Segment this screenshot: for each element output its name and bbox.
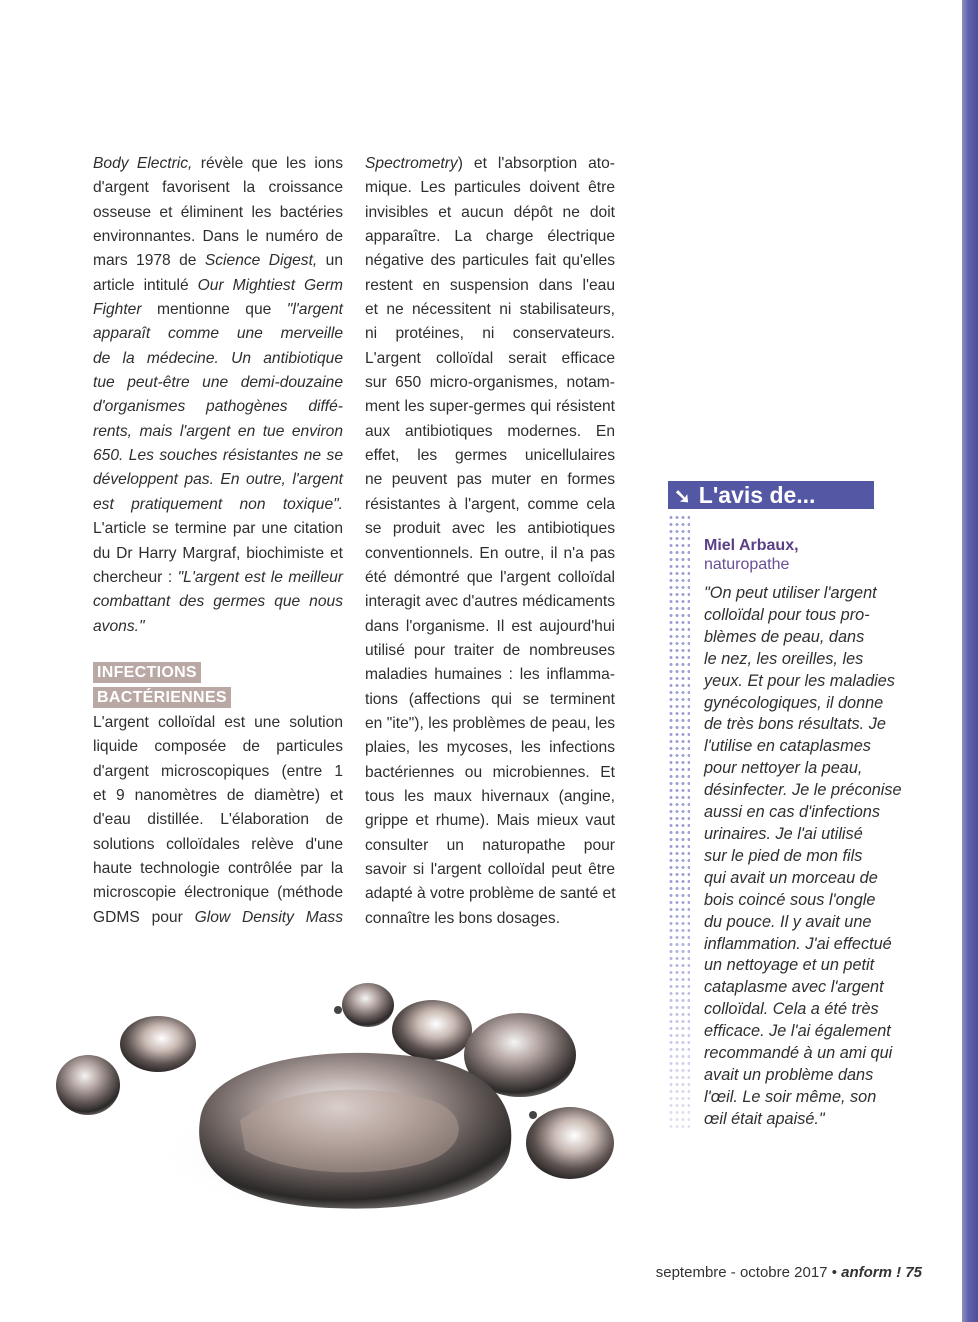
text-line (93, 881, 343, 905)
quote-line: le nez, les oreilles, les (704, 649, 864, 668)
text-line (365, 809, 615, 833)
text-segment: conventionnels. En outre, il n'a pas (365, 544, 615, 562)
text-segment: sur 650 micro-organismes, notam- (365, 374, 615, 392)
text-line (365, 639, 615, 663)
text-segment: interagit avec d'autres médicaments (365, 593, 615, 611)
column-1-text-bottom (93, 711, 343, 930)
text-line (93, 371, 343, 395)
text-line (93, 347, 343, 371)
text-line (365, 785, 615, 809)
text-line (93, 176, 343, 200)
text-segment: plaies, les mycoses, les infections (365, 739, 615, 757)
text-segment: rents, mais l'argent en tue environ (93, 422, 343, 440)
text-segment: est pratiquement non toxique". (93, 495, 343, 513)
text-line (365, 542, 615, 566)
sidebar-title: L'avis de... (698, 482, 816, 508)
sidebar-title-bar (668, 481, 874, 509)
droplet (526, 1107, 614, 1179)
text-line (93, 857, 343, 881)
text-segment: combattant des germes que nous (93, 593, 343, 611)
text-line (365, 225, 615, 249)
text-segment: L'argent colloïdal est une solution (93, 713, 343, 731)
text-segment: adapté à votre problème de santé et (365, 885, 616, 903)
text-line (93, 493, 343, 517)
text-line (365, 761, 615, 785)
sidebar-author (704, 536, 799, 574)
text-line (93, 274, 343, 298)
text-segment: apparaître. La charge électrique (365, 228, 615, 246)
text-line (365, 517, 615, 541)
text-segment: du Dr Harry Margraf, biochimiste et (93, 544, 343, 562)
text-segment: liquide composée de particules (93, 738, 343, 756)
text-line (93, 225, 343, 249)
text-line (365, 347, 615, 371)
author-role: naturopathe (704, 556, 790, 573)
text-line (365, 152, 615, 176)
text-line (93, 566, 343, 590)
text-line (365, 176, 615, 200)
quote-line: qui avait un morceau de (704, 868, 878, 887)
text-line (365, 590, 615, 614)
text-segment: ment les super-germes qui résistent (365, 398, 615, 416)
quote-line: avait un problème dans (704, 1065, 874, 1084)
text-segment: ) et l'absorption ato- (457, 155, 615, 172)
text-segment: un (317, 252, 343, 270)
column-2-text (365, 152, 615, 931)
quote-line: sur le pied de mon fils (704, 846, 863, 865)
text-segment: révèle que les ions (192, 155, 343, 172)
quote-line: efficace. Je l'ai également (704, 1022, 891, 1041)
text-line (365, 834, 615, 858)
text-segment: avons." (93, 617, 145, 635)
text-line (365, 371, 615, 395)
text-line (93, 590, 343, 614)
section-heading (93, 661, 343, 711)
text-segment: utilisé pour traiter de nombreuses (365, 641, 615, 659)
text-segment: été démontré que l'argent colloïdal (365, 568, 615, 586)
text-segment: de la médecine. Un antibiotique (93, 349, 343, 367)
text-segment: Glow Density Mass (194, 908, 343, 926)
quote-line: "On peut utiliser l'argent (704, 584, 877, 602)
text-segment: restent en suspension dans l'eau (365, 276, 615, 294)
author-name: Miel Arbaux, (704, 537, 799, 554)
text-segment: bactériennes ou microbiennes. Et (365, 763, 615, 781)
text-segment: négative des particules fait qu'elles (365, 252, 615, 270)
dotted-decoration (668, 514, 690, 1128)
text-segment: Our Mightiest Germ (197, 276, 344, 294)
text-segment: ne peuvent pas muter en formes (365, 471, 615, 489)
text-segment: tions (affections qui se terminent (365, 690, 615, 708)
sidebar-quote (704, 583, 934, 1131)
text-segment: environnantes. Dans le numéro de (93, 228, 343, 246)
text-segment: maladies humaines : les inflamma- (365, 666, 615, 684)
text-segment: et 9 nanomètres de diamètre) et (93, 786, 343, 804)
footer-date: septembre - octobre 2017 (655, 1264, 828, 1281)
magazine-brand: anform ! (841, 1264, 902, 1281)
text-line (93, 298, 343, 322)
section-heading-line-2: BACTÉRIENNES (93, 687, 231, 708)
text-segment: ni protéines, ni conservateurs. (365, 325, 615, 343)
text-segment: mentionne que (141, 301, 287, 319)
text-line (93, 833, 343, 857)
quote-line: du pouce. Il y avait une (704, 912, 872, 931)
text-line (93, 395, 343, 419)
text-segment: effet, les germes unicellulaires (365, 447, 615, 465)
text-segment: en "ite"), les problèmes de peau, les (365, 714, 615, 732)
text-segment: aux antibiotiques modernes. En (365, 422, 615, 440)
text-segment: mique. Les particules doivent être (365, 179, 615, 197)
text-line (365, 201, 615, 225)
text-line (365, 468, 615, 492)
text-line (93, 517, 343, 541)
text-line (365, 420, 615, 444)
text-segment: GDMS pour (93, 908, 195, 926)
text-segment: "l'argent (286, 301, 343, 319)
quote-line: colloïdal. Cela a été très (704, 1000, 879, 1019)
text-segment: article intitulé (93, 276, 198, 294)
text-segment: Spectrometry (365, 155, 458, 172)
text-segment: "L'argent est le meilleur (177, 568, 344, 586)
quote-line: désinfecter. Je le préconise (704, 781, 902, 800)
text-segment: Body Electric, (93, 155, 193, 172)
text-line (365, 395, 615, 419)
droplet (120, 1016, 196, 1072)
text-line (365, 882, 615, 906)
text-segment: L'article se termine par une citation (93, 520, 343, 538)
droplet (392, 1000, 472, 1060)
quote-line: pour nettoyer la peau, (704, 759, 863, 778)
text-segment: chercheur : (93, 568, 178, 586)
footer-separator: • (831, 1264, 837, 1281)
quote-line: œil était apaisé." (704, 1109, 825, 1128)
text-segment: consulter un naturopathe pour (365, 836, 615, 854)
text-segment: osseuse et éliminent les bactéries (93, 203, 343, 221)
text-segment: Fighter (93, 301, 142, 319)
quote-line: bois coincé sous l'ongle (704, 890, 876, 909)
text-segment: dans l'organisme. Il est aujourd'hui (365, 617, 615, 635)
text-line (93, 420, 343, 444)
text-line (365, 858, 615, 882)
arrow-icon: ➘ (674, 486, 691, 508)
text-line (93, 711, 343, 735)
text-segment: tue peut-être une demi-douzaine (93, 374, 343, 392)
text-segment: L'argent colloïdal serait efficace (365, 349, 615, 367)
text-segment: résistantes à l'argent, comme cela (365, 495, 615, 513)
text-line (93, 542, 343, 566)
text-segment: grippe et rhume). Mais mieux vaut (365, 812, 615, 830)
quote-line: urinaires. Je l'ai utilisé (704, 824, 863, 843)
quote-line: colloïdal pour tous pro- (704, 605, 870, 624)
text-line (365, 736, 615, 760)
section-heading-line-1: INFECTIONS (93, 662, 201, 683)
text-segment: apparaît comme une merveille (93, 325, 343, 343)
text-line (365, 663, 615, 687)
silver-droplets-image (40, 950, 660, 1250)
text-segment: d'organismes pathogènes diffé- (93, 398, 343, 416)
article-column-1 (93, 152, 343, 930)
text-segment: développent pas. En outre, l'argent (93, 471, 343, 489)
quote-line: inflammation. J'ai effectué (704, 934, 892, 953)
text-segment: Science Digest, (204, 252, 318, 270)
text-line (93, 760, 343, 784)
quote-line: cataplasme avec l'argent (704, 978, 884, 997)
text-segment: invisibles et aucun dépôt ne doit (365, 203, 615, 221)
text-segment: 650. Les souches résistantes ne se (93, 447, 343, 465)
text-line (365, 274, 615, 298)
text-segment: et ne nécessitent ni stabilisateurs, (365, 301, 615, 319)
droplet (342, 983, 394, 1027)
text-line (365, 712, 615, 736)
text-line (93, 906, 343, 930)
text-segment: solutions colloïdales relève d'une (93, 835, 343, 853)
text-line (93, 201, 343, 225)
text-segment: d'eau distillée. L'élaboration de (93, 811, 343, 829)
text-line (93, 808, 343, 832)
text-line (365, 444, 615, 468)
text-segment: d'argent favorisent la croissance (93, 179, 343, 197)
text-line (365, 322, 615, 346)
droplet (56, 1055, 120, 1115)
quote-line: aussi en cas d'infections (704, 803, 880, 822)
quote-line: un nettoyage et un petit (704, 956, 875, 975)
article-column-2 (365, 152, 615, 931)
quote-line: de très bons résultats. Je (704, 715, 886, 734)
quote-line: gynécologiques, il donne (704, 693, 884, 712)
text-line (365, 615, 615, 639)
text-line (365, 298, 615, 322)
column-1-text-top (93, 152, 343, 639)
quote-line: blèmes de peau, dans (704, 627, 865, 646)
text-line (93, 249, 343, 273)
quote-line: recommandé à un ami qui (704, 1044, 893, 1063)
text-segment: mars 1978 de (93, 252, 205, 270)
text-line (93, 468, 343, 492)
text-segment: se produit avec les antibiotiques (365, 520, 615, 538)
quote-line: l'utilise en cataplasmes (704, 737, 871, 756)
text-line (365, 688, 615, 712)
quote-line: l'œil. Le soir même, son (704, 1087, 877, 1106)
text-line (93, 444, 343, 468)
page-number: 75 (905, 1264, 922, 1281)
quote-line: yeux. Et pour les maladies (704, 671, 895, 690)
text-segment: d'argent microscopiques (entre 1 (93, 762, 343, 780)
text-segment: tous les maux hivernaux (angine, (365, 787, 615, 805)
text-line (93, 152, 343, 176)
text-segment: connaître les bons dosages. (365, 909, 561, 927)
text-line (365, 566, 615, 590)
text-segment: microscopie électronique (méthode (93, 884, 343, 902)
text-line (365, 493, 615, 517)
text-line (365, 249, 615, 273)
text-line (93, 735, 343, 759)
page-edge-band (962, 0, 978, 1322)
text-line (365, 907, 615, 931)
text-line (93, 322, 343, 346)
text-segment: savoir si l'argent colloïdal peut être (365, 860, 615, 878)
page-footer (656, 1264, 922, 1281)
text-line (93, 784, 343, 808)
text-segment: haute technologie contrôlée par la (93, 859, 343, 877)
text-line (93, 615, 343, 639)
